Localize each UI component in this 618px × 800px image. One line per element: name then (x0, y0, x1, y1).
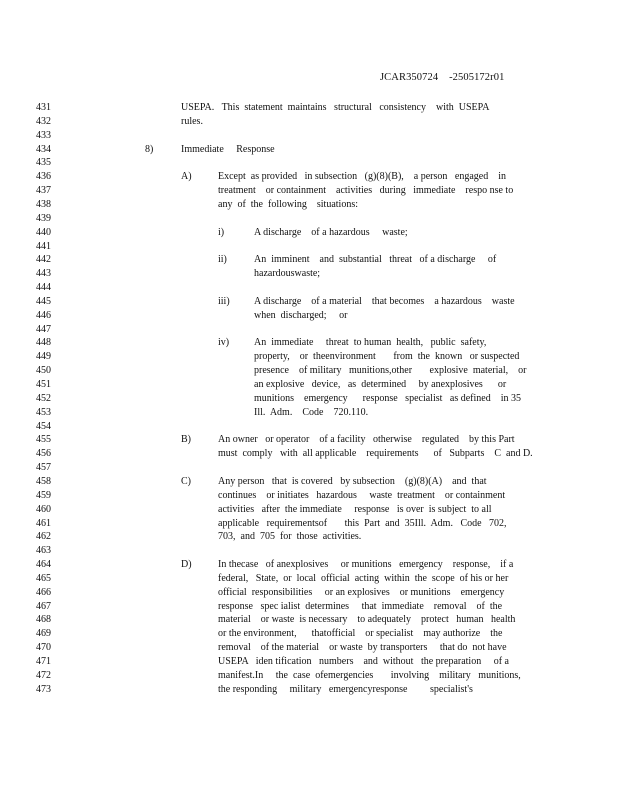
line-number: 457 (36, 462, 51, 474)
line-text: official responsibilities or an explosives or munitions emergency (218, 586, 505, 598)
list-marker: i) (218, 226, 225, 238)
line-text: material or waste is necessary to adequately protect human health (218, 614, 516, 626)
document-id-header: JCAR350724 -2505172r01 (380, 72, 505, 83)
line-number: 439 (36, 212, 51, 224)
document-line (0, 503, 618, 517)
line-number: 468 (36, 614, 51, 626)
line-number: 463 (36, 545, 51, 557)
line-number: 438 (36, 198, 51, 210)
line-text: activities after the immediate response is over is subject to all (218, 503, 492, 515)
document-line (0, 530, 618, 544)
line-text: A discharge of a hazardous waste; (254, 226, 408, 238)
document-line (0, 461, 618, 475)
line-number: 455 (36, 434, 51, 446)
line-number: 446 (36, 309, 51, 321)
document-line (0, 212, 618, 226)
document-line (0, 475, 618, 489)
line-number: 458 (36, 475, 51, 487)
document-line (0, 378, 618, 392)
line-number: 467 (36, 600, 51, 612)
document-line (0, 364, 618, 378)
line-text: response spec ialist determines that immediate removal of the (218, 600, 503, 612)
line-number: 444 (36, 282, 51, 294)
line-number: 450 (36, 365, 51, 377)
line-text: USEPA. This statement maintains structural consistency with USEPA (181, 102, 490, 113)
line-text: continues or initiates hazardous waste treatment or containment (218, 489, 506, 501)
line-number: 459 (36, 489, 51, 501)
line-number: 453 (36, 406, 51, 418)
line-number: 437 (36, 185, 51, 197)
line-number: 466 (36, 586, 51, 598)
line-text: federal, State, or local official acting within the scope of his or her (218, 572, 509, 584)
document-line (0, 655, 618, 669)
line-text: when discharged; or (254, 309, 348, 321)
line-text: Immediate Response (181, 143, 275, 155)
line-text: removal of the material or waste by transporters that do not have (218, 642, 507, 654)
line-text: the responding military emergencyresponse specialist's (218, 683, 473, 695)
line-number: 441 (36, 240, 51, 252)
line-number: 436 (36, 171, 51, 183)
list-marker: 8) (145, 143, 154, 155)
line-number: 445 (36, 295, 51, 307)
line-text: rules. (181, 115, 203, 127)
document-line (0, 447, 618, 461)
line-number: 434 (36, 143, 51, 155)
line-number: 442 (36, 254, 51, 266)
document-line (0, 129, 618, 143)
document-line (0, 683, 618, 697)
line-text: presence of military munitions,other explosive material, or (254, 365, 527, 377)
line-number: 472 (36, 669, 51, 681)
line-number: 448 (36, 337, 51, 349)
line-text: manifest.In the case ofemergencies involving military munitions, (218, 669, 521, 681)
line-text: USEPA iden tification numbers and without the preparation of a (218, 656, 509, 667)
document-line (0, 350, 618, 364)
document-line (0, 240, 618, 254)
line-number: 431 (36, 102, 51, 113)
document-line (0, 613, 618, 627)
list-marker: A) (181, 171, 192, 183)
line-number: 473 (36, 683, 51, 695)
list-marker: ii) (218, 254, 227, 266)
document-line (0, 184, 618, 198)
document-line (0, 420, 618, 434)
document-line (0, 170, 618, 184)
document-line (0, 641, 618, 655)
line-number: 470 (36, 642, 51, 654)
line-text: property, or theenvironment from the known or suspected (254, 351, 520, 363)
document-line (0, 600, 618, 614)
list-marker: iii) (218, 295, 230, 307)
line-text: Any person that is covered by subsection (g)(8)(A) and that (218, 475, 487, 487)
line-text: An immediate threat to human health, public safety, (254, 337, 487, 349)
line-number: 433 (36, 129, 51, 141)
document-line (0, 226, 618, 240)
document-line (0, 627, 618, 641)
line-number: 451 (36, 379, 51, 390)
document-line (0, 143, 618, 157)
line-text: treatment or containment activities during immediate respo nse to (218, 185, 514, 197)
document-line (0, 489, 618, 503)
document-line (0, 433, 618, 447)
document-line (0, 281, 618, 295)
document-line (0, 517, 618, 531)
line-text: munitions emergency response specialist as defined in 35 (254, 392, 521, 404)
line-number: 435 (36, 157, 51, 169)
line-number: 454 (36, 420, 51, 432)
document-line (0, 156, 618, 170)
line-text: A discharge of a material that becomes a hazardous waste (254, 295, 515, 307)
document-line (0, 669, 618, 683)
document-line (0, 309, 618, 323)
line-text: must comply with all applicable requirements of Subparts C and D. (218, 448, 533, 460)
document-line (0, 336, 618, 350)
line-number: 452 (36, 392, 51, 404)
line-number: 469 (36, 628, 51, 640)
line-text: An imminent and substantial threat of a discharge of (254, 254, 497, 266)
line-number: 449 (36, 351, 51, 363)
line-text: Except as provided in subsection (g)(8)(B), a person engaged in (218, 171, 506, 183)
document-line (0, 198, 618, 212)
line-number: 471 (36, 656, 51, 667)
line-text: Ill. Adm. Code 720.110. (254, 406, 369, 418)
line-text: In thecase of anexplosives or munitions emergency response, if a (218, 559, 514, 571)
line-text: applicable requirementsof this Part and 35Ill. Adm. Code 702, (218, 517, 507, 529)
line-number: 432 (36, 115, 51, 127)
list-marker: D) (181, 559, 192, 571)
line-number: 461 (36, 517, 51, 529)
line-text: an explosive device, as determined by anexplosives or (254, 379, 507, 390)
document-line (0, 558, 618, 572)
document-line (0, 586, 618, 600)
line-number: 456 (36, 448, 51, 460)
document-line (0, 323, 618, 337)
line-number: 443 (36, 268, 51, 280)
line-number: 462 (36, 531, 51, 543)
document-line (0, 406, 618, 420)
line-number: 447 (36, 323, 51, 335)
line-text: any of the following situations: (218, 198, 358, 210)
list-marker: B) (181, 434, 191, 446)
document-line (0, 115, 618, 129)
document-line (0, 295, 618, 309)
document-line (0, 253, 618, 267)
document-line (0, 572, 618, 586)
line-number: 460 (36, 503, 51, 515)
line-text: An owner or operator of a facility otherwise regulated by this Part (218, 434, 515, 446)
line-number: 440 (36, 226, 51, 238)
line-text: 703, and 705 for those activities. (218, 531, 362, 543)
document-line (0, 267, 618, 281)
line-text: or the environment, thatofficial or specialist may authorize the (218, 628, 503, 640)
document-line (0, 392, 618, 406)
line-number: 465 (36, 572, 51, 584)
list-marker: C) (181, 475, 191, 487)
list-marker: iv) (218, 337, 230, 349)
line-text: hazardouswaste; (254, 268, 321, 280)
document-line (0, 101, 618, 115)
document-line (0, 544, 618, 558)
line-number: 464 (36, 559, 51, 571)
